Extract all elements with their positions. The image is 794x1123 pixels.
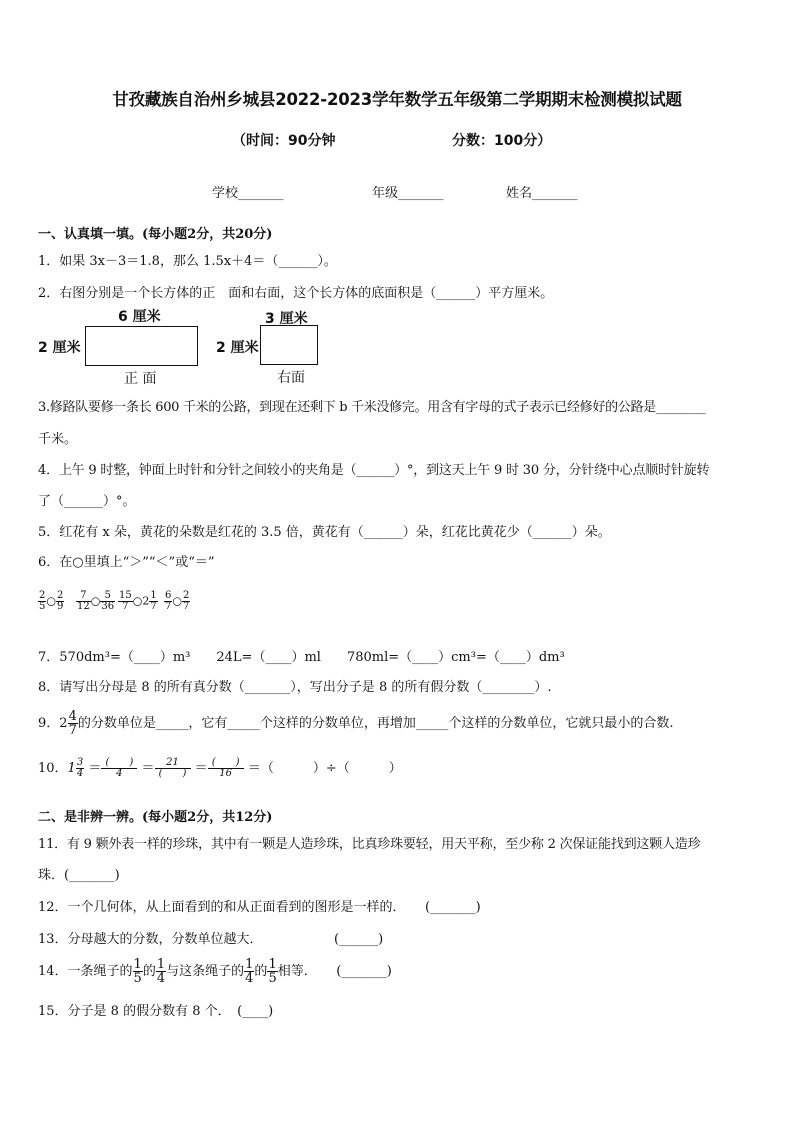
front-face-rect: [85, 326, 198, 366]
school-field: 学校_______: [212, 186, 284, 201]
question-5: 5．红花有 x 朵，黄花的朵数是红花的 3.5 倍，黄花有（______）朵，红花比黄花少（______）朵。: [38, 525, 611, 540]
exam-score: 分数：100分）: [452, 133, 552, 149]
q6-item-d: $\frac{6}{7}$ ○ $\frac{2}{7}$: [165, 590, 190, 612]
right-face-rect: [260, 325, 318, 365]
question-9: 9．2 $\frac{4}{7}$ 的分数单位是_____，它有_____个这样的分数单位，再增加_____个这样的分数单位，它就只最小的合数.: [38, 709, 674, 738]
front-width-label: 6 厘米: [118, 309, 161, 325]
question-14: 14．一条绳子的 $\frac{1}{5}$ 的 $\frac{1}{4}$ 与这条绳子的 $\frac{1}{4}$ 的 $\frac{1}{5}$ 相等． (_______): [38, 957, 392, 986]
right-face-label: 右面: [277, 370, 305, 386]
question-3-line-2: 千米。: [38, 432, 78, 447]
question-4-line-2: 了（______）°。: [38, 494, 136, 509]
question-13: 13．分母越大的分数，分数单位越大． (______): [38, 932, 384, 947]
question-8: 8．请写出分母是 8 的所有真分数（_______），写出分子是 8 的所有假分数（________）.: [38, 680, 552, 695]
q6-item-c: $\frac{15}{7}$ ○2 $\frac{1}{7}$: [119, 590, 157, 612]
question-2: 2．右图分别是一个长方体的正 面和右面，这个长方体的底面积是（______）平方厘米。: [38, 286, 554, 301]
question-3-line-1: 3.修路队要修一条长 600 千米的公路，到现在还剩下 b 千米没修完。用含有字母的式子表示已经修好的公路是________: [38, 400, 706, 415]
question-10: 10．1 $\frac{3}{4}$ ＝ $\frac{( )}{4}$ ＝ $\frac{21}{( )}$ ＝ $\frac{( )}{16}$ ＝（ ）÷（ ）: [38, 757, 402, 779]
right-height-label: 2 厘米: [216, 340, 259, 356]
question-15: 15．分子是 8 的假分数有 8 个． (____): [38, 1004, 274, 1019]
question-4-line-1: 4．上午 9 时整，钟面上时针和分针之间较小的夹角是（______）°，到这天上午 9 时 30 分，分针绕中心点顺时针旋转: [38, 463, 710, 478]
question-1: 1．如果 3x－3＝1.8，那么 1.5x＋4＝（______）。: [38, 254, 337, 269]
front-face-label: 正 面: [124, 371, 157, 387]
right-width-label: 3 厘米: [265, 311, 308, 327]
question-11-line-1: 11．有 9 颗外表一样的珍珠，其中有一颗是人造珍珠，比真珍珠要轻，用天平称，至少称 2 次保证能找到这颗人造珍: [38, 837, 701, 852]
question-6: 6．在○里填上“＞”“＜”或“＝”: [38, 555, 215, 570]
section-2-heading: 二、是非辨一辨。(每小题2分，共12分): [38, 810, 273, 825]
grade-field: 年级_______: [372, 186, 444, 201]
question-12: 12．一个几何体，从上面看到的和从正面看到的图形是一样的． (_______): [38, 900, 481, 915]
question-11-line-2: 珠．(_______): [38, 868, 120, 883]
exam-time: （时间：90分钟: [232, 133, 336, 149]
question-7: 7．570dm³=（____）m³ 24L=（____）ml 780ml=（____）cm³=（____）dm³: [38, 650, 565, 665]
page-title: 甘孜藏族自治州乡城县2022-2023学年数学五年级第二学期期末检测模拟试题: [112, 90, 682, 109]
q6-item-b: $\frac{7}{12}$ ○ $\frac{5}{36}$: [77, 590, 115, 612]
front-height-label: 2 厘米: [38, 340, 81, 356]
name-field: 姓名_______: [506, 186, 578, 201]
q6-item-a: $\frac{2}{5}$ ○ $\frac{2}{9}$: [39, 590, 64, 612]
section-1-heading: 一、认真填一填。(每小题2分，共20分): [38, 227, 273, 242]
